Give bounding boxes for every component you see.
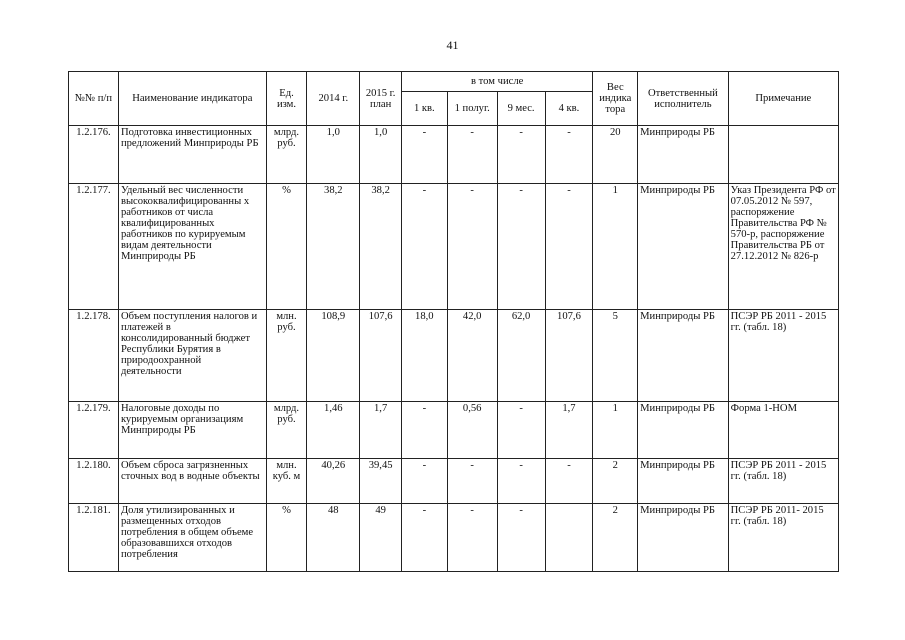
header-num: №№ п/п bbox=[69, 72, 119, 126]
value-9-months: - bbox=[497, 459, 545, 504]
header-weight: Вес индика тора bbox=[593, 72, 638, 126]
note-cell: ПСЭР РБ 2011 - 2015 гг. (табл. 18) bbox=[728, 310, 838, 402]
weight-cell: 2 bbox=[593, 459, 638, 504]
value-2014: 38,2 bbox=[307, 184, 360, 310]
value-2015-plan: 39,45 bbox=[360, 459, 402, 504]
table-row bbox=[69, 310, 839, 402]
value-h1: - bbox=[447, 184, 497, 310]
value-2015-plan: 1,7 bbox=[360, 402, 402, 459]
weight-cell: 1 bbox=[593, 402, 638, 459]
table-row bbox=[69, 126, 839, 184]
header-9-months: 9 мес. bbox=[497, 92, 545, 126]
value-9-months: - bbox=[497, 184, 545, 310]
note-cell bbox=[728, 126, 838, 184]
header-unit: Ед. изм. bbox=[266, 72, 307, 126]
indicator-name: Объем сброса загрязненных сточных вод в водные объекты bbox=[118, 459, 266, 504]
value-2014: 48 bbox=[307, 504, 360, 572]
unit-cell: % bbox=[266, 184, 307, 310]
responsible-cell: Минприроды РБ bbox=[638, 504, 729, 572]
row-num: 1.2.179. bbox=[69, 402, 119, 459]
value-2014: 1,46 bbox=[307, 402, 360, 459]
indicator-name: Удельный вес численности высококвалифицированны х работников от числа квалифицированных работников по курируемым видам деятельности Минприроды РБ bbox=[118, 184, 266, 310]
value-q1: 18,0 bbox=[401, 310, 447, 402]
header-2015-plan: 2015 г. план bbox=[360, 72, 402, 126]
weight-cell: 20 bbox=[593, 126, 638, 184]
row-num: 1.2.178. bbox=[69, 310, 119, 402]
note-cell: ПСЭР РБ 2011- 2015 гг. (табл. 18) bbox=[728, 504, 838, 572]
value-q1: - bbox=[401, 402, 447, 459]
value-q4: 1,7 bbox=[545, 402, 593, 459]
unit-cell: млн. руб. bbox=[266, 310, 307, 402]
weight-cell: 2 bbox=[593, 504, 638, 572]
value-q4 bbox=[545, 504, 593, 572]
indicator-name: Налоговые доходы по курируемым организациям Минприроды РБ bbox=[118, 402, 266, 459]
value-q4: - bbox=[545, 126, 593, 184]
weight-cell: 1 bbox=[593, 184, 638, 310]
indicator-name: Объем поступления налогов и платежей в консолидированный бюджет Республики Бурятия в природоохранной деятельности bbox=[118, 310, 266, 402]
header-h1: 1 полуг. bbox=[447, 92, 497, 126]
responsible-cell: Минприроды РБ bbox=[638, 310, 729, 402]
header-including: в том числе bbox=[401, 72, 592, 92]
header-q4: 4 кв. bbox=[545, 92, 593, 126]
note-cell: ПСЭР РБ 2011 - 2015 гг. (табл. 18) bbox=[728, 459, 838, 504]
indicator-name: Подготовка инвестиционных предложений Минприроды РБ bbox=[118, 126, 266, 184]
value-h1: - bbox=[447, 459, 497, 504]
value-2014: 40,26 bbox=[307, 459, 360, 504]
indicator-name: Доля утилизированных и размещенных отходов потребления в общем объеме образовавшихся отходов потребления bbox=[118, 504, 266, 572]
unit-cell: % bbox=[266, 504, 307, 572]
value-h1: - bbox=[447, 504, 497, 572]
value-9-months: - bbox=[497, 126, 545, 184]
value-h1: - bbox=[447, 126, 497, 184]
value-2015-plan: 1,0 bbox=[360, 126, 402, 184]
value-9-months: 62,0 bbox=[497, 310, 545, 402]
value-q4: 107,6 bbox=[545, 310, 593, 402]
row-num: 1.2.176. bbox=[69, 126, 119, 184]
row-num: 1.2.177. bbox=[69, 184, 119, 310]
value-2014: 1,0 bbox=[307, 126, 360, 184]
row-num: 1.2.180. bbox=[69, 459, 119, 504]
header-responsible: Ответственный исполнитель bbox=[638, 72, 729, 126]
value-q1: - bbox=[401, 126, 447, 184]
unit-cell: млрд. руб. bbox=[266, 402, 307, 459]
header-q1: 1 кв. bbox=[401, 92, 447, 126]
note-cell: Форма 1-НОМ bbox=[728, 402, 838, 459]
value-2015-plan: 107,6 bbox=[360, 310, 402, 402]
table-row bbox=[69, 184, 839, 310]
row-num: 1.2.181. bbox=[69, 504, 119, 572]
responsible-cell: Минприроды РБ bbox=[638, 184, 729, 310]
value-9-months: - bbox=[497, 402, 545, 459]
value-2015-plan: 49 bbox=[360, 504, 402, 572]
header-note: Примечание bbox=[728, 72, 838, 126]
value-q4: - bbox=[545, 459, 593, 504]
table-row bbox=[69, 402, 839, 459]
value-9-months: - bbox=[497, 504, 545, 572]
responsible-cell: Минприроды РБ bbox=[638, 402, 729, 459]
responsible-cell: Минприроды РБ bbox=[638, 459, 729, 504]
header-name: Наименование индикатора bbox=[118, 72, 266, 126]
value-q4: - bbox=[545, 184, 593, 310]
value-q1: - bbox=[401, 184, 447, 310]
unit-cell: млн. куб. м bbox=[266, 459, 307, 504]
unit-cell: млрд. руб. bbox=[266, 126, 307, 184]
value-q1: - bbox=[401, 504, 447, 572]
value-h1: 0,56 bbox=[447, 402, 497, 459]
table-row bbox=[69, 504, 839, 572]
value-q1: - bbox=[401, 459, 447, 504]
note-cell: Указ Президента РФ от 07.05.2012 № 597, распоряжение Правительства РФ № 570-р, распоряжение Правительства РБ от 27.12.2012 № 826-р bbox=[728, 184, 838, 310]
indicators-table bbox=[68, 71, 839, 572]
responsible-cell: Минприроды РБ bbox=[638, 126, 729, 184]
header-2014: 2014 г. bbox=[307, 72, 360, 126]
page-number: 41 bbox=[446, 38, 459, 52]
table-row bbox=[69, 459, 839, 504]
weight-cell: 5 bbox=[593, 310, 638, 402]
value-2015-plan: 38,2 bbox=[360, 184, 402, 310]
value-2014: 108,9 bbox=[307, 310, 360, 402]
value-h1: 42,0 bbox=[447, 310, 497, 402]
